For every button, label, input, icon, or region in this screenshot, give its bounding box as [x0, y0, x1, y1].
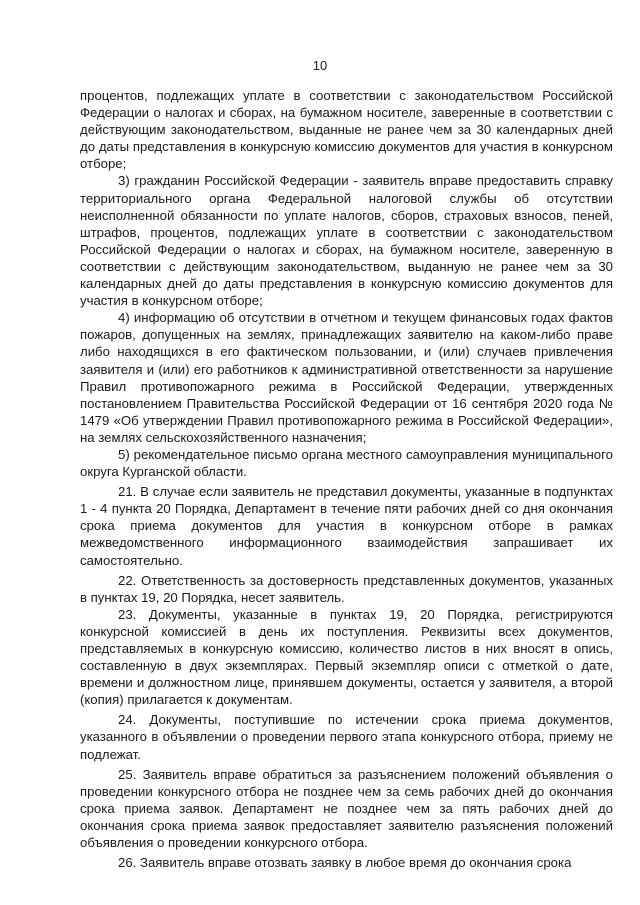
- document-body: [80, 87, 613, 871]
- paragraph-item-3: 3) гражданин Российской Федерации - заявитель вправе предоставить справку территориального органа Федеральной налоговой службы об отсутствии неисполненной обязанности по уплате налогов, сборов, страховых взносов, пеней, штрафов, процентов, подлежащих уплате в соответствии с законодательством Российской Федерации о налогах и сборах, на бумажном носителе, заверенную в соответствии с действующим законодательством, выданную не ранее чем за 30 календарных дней до даты представления в конкурсную комиссию документов для участия в конкурсном отборе;: [80, 173, 613, 309]
- paragraph-clause-22: 22. Ответственность за достоверность представленных документов, указанных в пунктах 19, 20 Порядка, несет заявитель.: [80, 572, 613, 605]
- paragraph-clause-25: 25. Заявитель вправе обратиться за разъяснением положений объявления о проведении конкурсного отбора не позднее чем за семь рабочих дней до окончания срока приема заявок. Департамент не позднее чем за пять рабочих дней до окончания срока приема заявок предоставляет заявителю разъяснения положений объявления о проведении конкурсного отбора.: [80, 766, 613, 851]
- paragraph-clause-26: 26. Заявитель вправе отозвать заявку в любое время до окончания срока: [118, 855, 572, 871]
- paragraph-clause-21: 21. В случае если заявитель не представил документы, указанные в подпунктах 1 - 4 пункта 20 Порядка, Департамент в течение пяти рабочих дней со дня окончания срока приема документов для участия в конкурсном отборе в рамках межведомственного информационного взаимодействия запрашивает их самостоятельно.: [80, 484, 613, 568]
- paragraph-clause-24: 24. Документы, поступившие по истечении срока приема документов, указанного в объявлении о проведении первого этапа конкурсного отбора, приему не подлежат.: [80, 712, 613, 762]
- paragraph-continuation: процентов, подлежащих уплате в соответствии с законодательством Российской Федерации о налогах и сборах, на бумажном носителе, заверенные в соответствии с действующим законодательством, выданные не ранее чем за 30 календарных дней до даты представления в конкурсную комиссию документов для участия в конкурсном отборе;: [80, 88, 613, 172]
- page-number: 10: [312, 58, 328, 73]
- paragraph-clause-23: 23. Документы, указанные в пунктах 19, 20 Порядка, регистрируются конкурсной комиссией в день их поступления. Реквизиты всех документов, представляемых в конкурсную комиссию, количество листов в них вносят в опись, составленную в двух экземплярах. Первый экземпляр описи с отметкой о дате, времени и должностном лице, принявшем документы, остается у заявителя, а второй (копия) прилагается к документам.: [80, 606, 613, 708]
- paragraph-item-5: 5) рекомендательное письмо органа местного самоуправления муниципального округа Курганской области.: [80, 446, 613, 480]
- paragraph-item-4: 4) информацию об отсутствии в отчетном и текущем финансовых годах фактов пожаров, допущенных на землях, принадлежащих заявителю на каком-либо праве либо находящихся в его фактическом пользовании, и (или) случаев привлечения заявителя и (или) его работников к административной ответственности за нарушение Правил противопожарного режима в Российской Федерации, утвержденных постановлением Правительства Российской Федерации от 16 сентября 2020 года № 1479 «Об утверждении Правил противопожарного режима в Российской Федерации», на землях сельскохозяйственного назначения;: [80, 310, 613, 445]
